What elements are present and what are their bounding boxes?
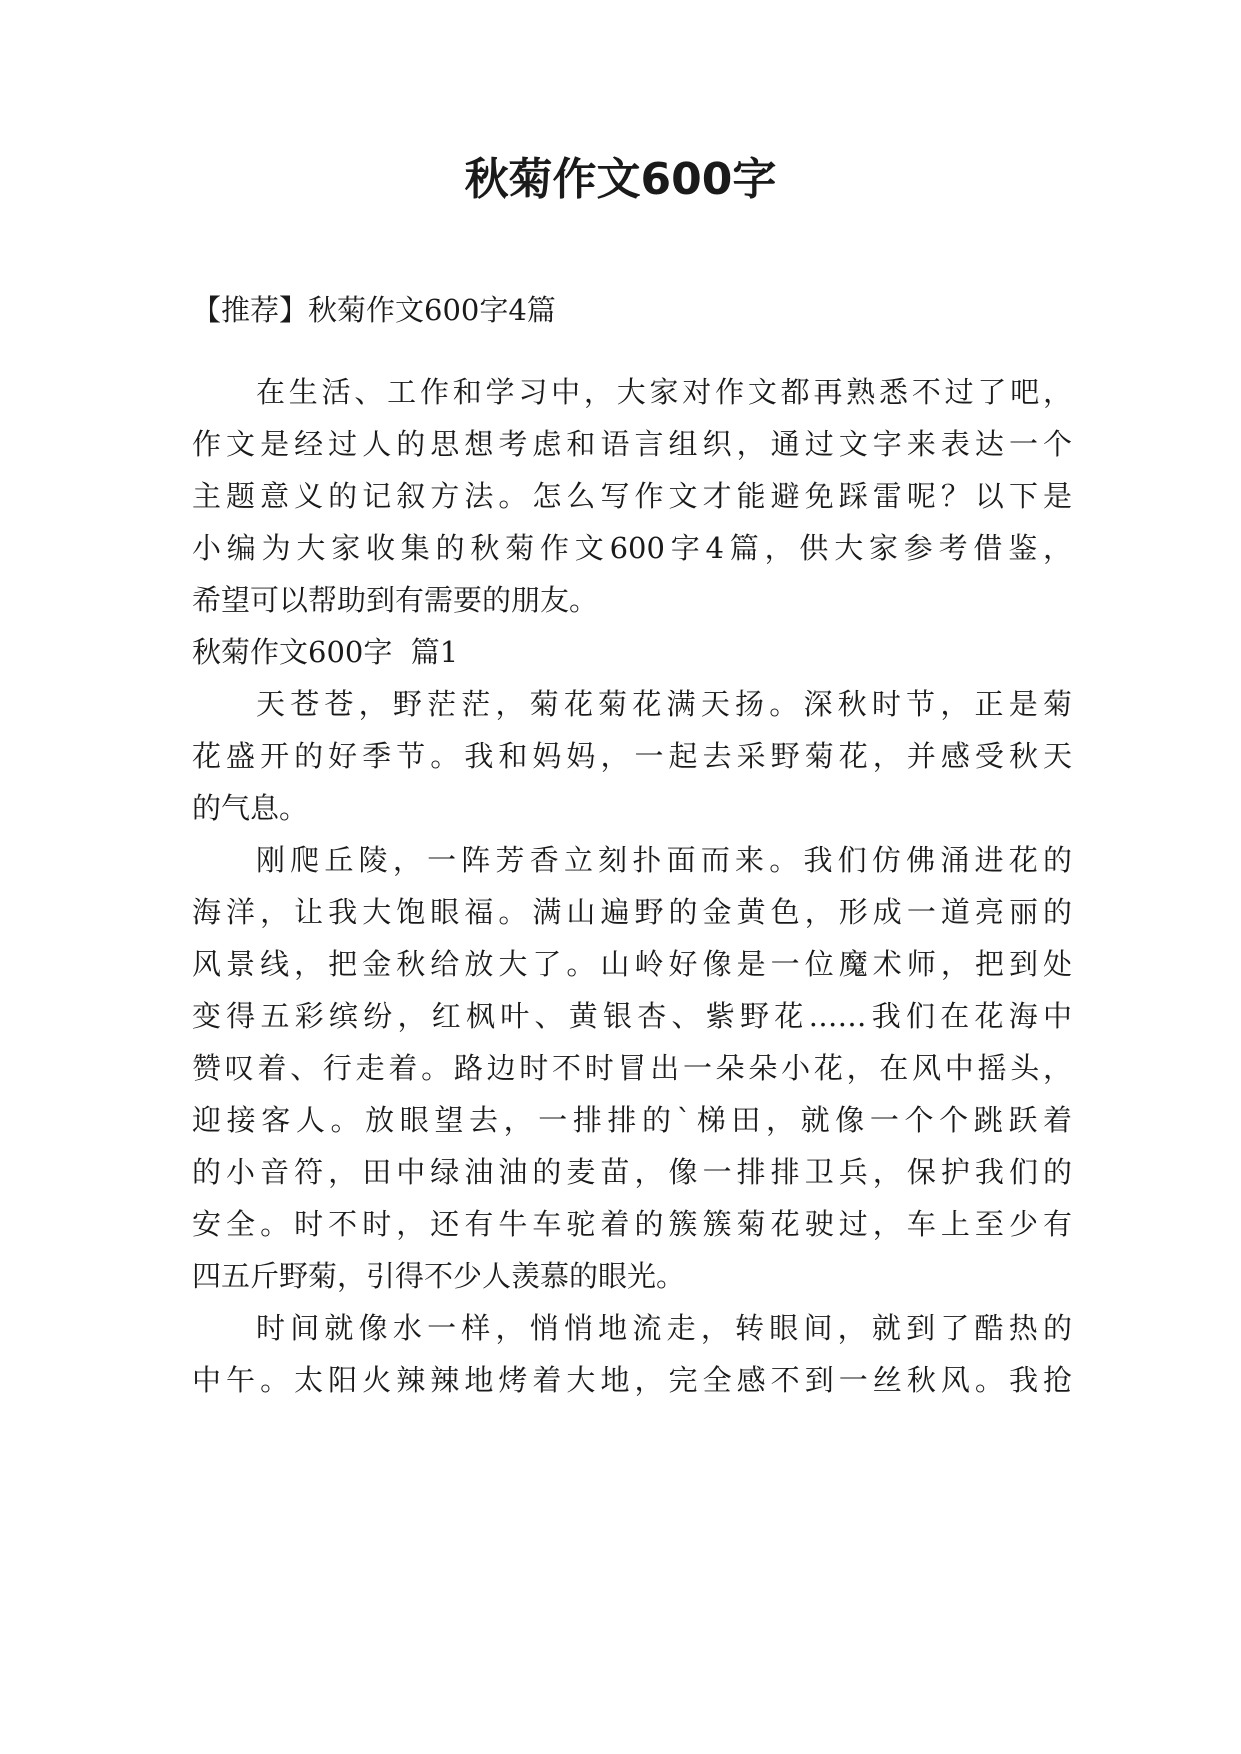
intro-line-2: 作文是经过人的思想考虑和语言组织，通过文字来表达一个	[192, 427, 1072, 461]
document-subtitle: 【推荐】秋菊作文600字4篇	[192, 293, 556, 327]
intro-line-4: 小编为大家收集的秋菊作文600字4篇，供大家参考借鉴，	[192, 531, 1072, 565]
para2-line-2: 海洋，让我大饱眼福。满山遍野的金黄色，形成一道亮丽的	[192, 895, 1072, 929]
para2-line-5: 赞叹着、行走着。路边时不时冒出一朵朵小花，在风中摇头，	[192, 1051, 1072, 1085]
para2-line-6: 迎接客人。放眼望去，一排排的`梯田，就像一个个跳跃着	[192, 1103, 1072, 1137]
document-title: 秋菊作文600字	[464, 154, 777, 205]
para2-line-8: 安全。时不时，还有牛车驼着的簇簇菊花驶过，车上至少有	[192, 1207, 1072, 1241]
para2-line-9: 四五斤野菊，引得不少人羡慕的眼光。	[192, 1259, 686, 1293]
para2-line-4: 变得五彩缤纷，红枫叶、黄银杏、紫野花……我们在花海中	[192, 999, 1072, 1033]
intro-line-5: 希望可以帮助到有需要的朋友。	[192, 583, 599, 617]
para3-line-2: 中午。太阳火辣辣地烤着大地，完全感不到一丝秋风。我抢	[192, 1363, 1072, 1397]
para1-line-3: 的气息。	[192, 791, 309, 825]
para2-line-7: 的小音符，田中绿油油的麦苗，像一排排卫兵，保护我们的	[192, 1155, 1072, 1189]
para1-line-2: 花盛开的好季节。我和妈妈，一起去采野菊花，并感受秋天	[192, 739, 1072, 773]
para1-line-1: 天苍苍，野茫茫，菊花菊花满天扬。深秋时节，正是菊	[256, 687, 1072, 721]
para3-line-1: 时间就像水一样，悄悄地流走，转眼间，就到了酷热的	[256, 1311, 1072, 1345]
para2-line-1: 刚爬丘陵，一阵芳香立刻扑面而来。我们仿佛涌进花的	[256, 843, 1072, 877]
intro-line-3: 主题意义的记叙方法。怎么写作文才能避免踩雷呢？以下是	[192, 479, 1072, 513]
section-heading: 秋菊作文600字 篇1	[192, 635, 459, 669]
intro-line-1: 在生活、工作和学习中，大家对作文都再熟悉不过了吧，	[256, 375, 1072, 409]
para2-line-3: 风景线，把金秋给放大了。山岭好像是一位魔术师，把到处	[192, 947, 1072, 981]
